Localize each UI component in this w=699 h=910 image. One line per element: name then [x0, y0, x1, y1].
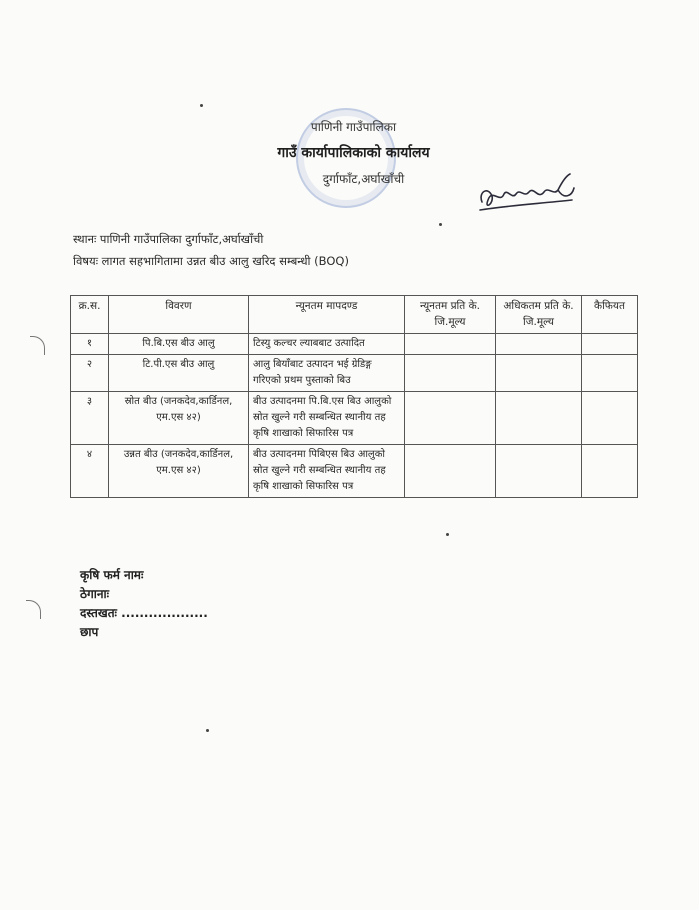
scan-margin-mark: [30, 336, 45, 355]
cell-remarks: [582, 392, 638, 445]
cell-spec: बीउ उत्पादनमा पि.बि.एस बिउ आलुको स्रोत खुल्ने गरी सम्बन्धित स्थानीय तह कृषि शाखाको सिफारिस पत्र: [249, 392, 405, 445]
cell-remarks: [582, 355, 638, 392]
table-row: [71, 445, 638, 498]
cell-spec: टिस्यु कल्चर ल्याबबाट उत्पादित: [249, 334, 405, 355]
place-line: स्थानः पाणिनी गाउँपालिका दुर्गाफाँट,अर्घाखाँची: [73, 232, 264, 246]
cell-sn: ४: [71, 445, 109, 498]
scan-speck: [200, 104, 203, 107]
cell-min-price: [405, 355, 496, 392]
letterhead: [0, 118, 699, 187]
header-min-price: न्यूनतम प्रति के. जि.मूल्य: [405, 296, 496, 334]
cell-sn: २: [71, 355, 109, 392]
cell-spec: आलु बियाँबाट उत्पादन भई ग्रेडिङ्ग गरिएको प्रथम पुस्ताको बिउ: [249, 355, 405, 392]
scan-margin-mark: [26, 600, 41, 619]
cell-description: स्रोत बीउ (जनकदेव,कार्डिनल, एम.एस ४२): [109, 392, 249, 445]
cell-remarks: [582, 334, 638, 355]
table-row: [71, 334, 638, 355]
table-row: [71, 355, 638, 392]
cell-description: टि.पी.एस बीउ आलु: [109, 355, 249, 392]
farm-name-label: कृषि फर्म नामः: [80, 568, 144, 582]
header-remarks: कैफियत: [582, 296, 638, 334]
cell-spec: बीउ उत्पादनमा पिबिएस बिउ आलुको स्रोत खुल्ने गरी सम्बन्धित स्थानीय तह कृषि शाखाको सिफारिस पत्र: [249, 445, 405, 498]
cell-min-price: [405, 445, 496, 498]
table-row: [71, 392, 638, 445]
address-label: ठेगानाः: [80, 587, 110, 601]
cell-sn: ३: [71, 392, 109, 445]
office-name: गाउँ कार्यापालिकाको कार्यालय: [277, 145, 430, 161]
municipality-name: पाणिनी गाउँपालिका: [310, 120, 397, 134]
table-header-row: [71, 296, 638, 334]
handwritten-signature: [474, 170, 584, 220]
scan-speck: [206, 729, 209, 732]
cell-description: पि.बि.एस बीउ आलु: [109, 334, 249, 355]
cell-max-price: [496, 334, 582, 355]
cell-description: उन्नत बीउ (जनकदेव,कार्डिनल, एम.एस ४२): [109, 445, 249, 498]
office-address: दुर्गाफाँट,अर्घाखाँची: [322, 172, 405, 186]
scan-speck: [446, 533, 449, 536]
header-sn: क्र.स.: [71, 296, 109, 334]
cell-remarks: [582, 445, 638, 498]
stamp-label: छाप: [80, 625, 99, 639]
scan-speck: [439, 223, 442, 226]
subject-line: विषयः लागत सहभागितामा उन्नत बीउ आलु खरिद सम्बन्धी (BOQ): [73, 254, 349, 268]
cell-max-price: [496, 355, 582, 392]
boq-table: [70, 295, 638, 498]
cell-max-price: [496, 445, 582, 498]
cell-min-price: [405, 392, 496, 445]
cell-sn: १: [71, 334, 109, 355]
signature-label: दस्तखतः ...................: [80, 606, 208, 620]
header-min-spec: न्यूनतम मापदण्ड: [249, 296, 405, 334]
cell-min-price: [405, 334, 496, 355]
header-max-price: अधिकतम प्रति के. जि.मूल्य: [496, 296, 582, 334]
header-description: विवरण: [109, 296, 249, 334]
cell-max-price: [496, 392, 582, 445]
vendor-details: [80, 566, 208, 642]
